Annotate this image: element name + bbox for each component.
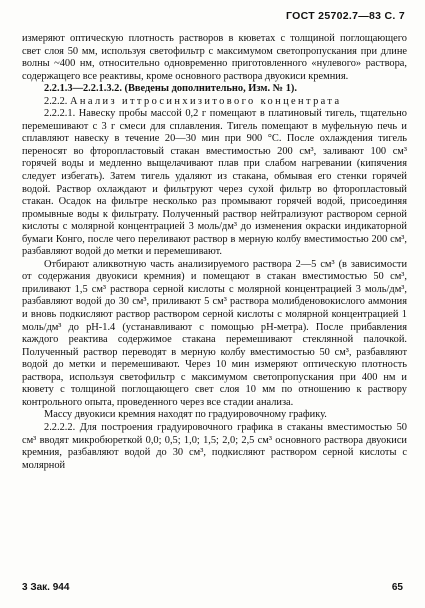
- page-header: ГОСТ 25702.7—83 С. 7: [286, 10, 405, 22]
- paragraph: измеряют оптическую плотность растворов в кюветах с толщиной поглощающего свет слоя 50 мм, используя светофильтр с максимумом светопропускания при длине волны ~400 нм, относительно одновременно приготовленного «нулевого» раствора, содержащего все реактивы, кроме основного раствора двуокиси кремния.: [22, 33, 407, 82]
- section-title: Анализ иттросинхизитового концентрата: [69, 95, 342, 107]
- paragraph: 2.2.2.1. Навеску пробы массой 0,2 г помещают в платиновый тигель, тщательно перемешивают с 3 г смеси для сплавления. Тигель помещают в муфельную печь и сплавляют навеску в течение 20—30 мин при 900 °С. После охлаждения тигель переносят во фторопластовый стакан вместимостью 200 см³, заливают 100 см³ горячей воды и медленно выщелачивают плав при слабом нагревании (кипячения следует избегать). Затем тигель удаляют из стакана, обмывая его стенки горячей водой. Раствор охлаждают и фильтруют через сухой фильтр во фторопластовый стакан. Осадок на фильтре несколько раз промывают горячей водой, присоединяя промывные воды к фильтрату. Полученный раствор нейтрализуют раствором серной кислоты с молярной концентрацией 3 моль/дм³ до изменения окраски индикаторной бумаги Конго, после чего переливают раствор в мерную колбу вместимостью 200 см³, разбавляют водой до метки и перемешивают.: [22, 108, 407, 258]
- paragraph: 2.2.2.2. Для построения градуировочного графика в стаканы вместимостью 50 см³ вводят микробюреткой 0,0; 0,5; 1,0; 1,5; 2,0; 2,5 см³ основного раствора двуокиси кремния, разбавляют водой до 30 см³, подкисляют раствором серной кислоты с молярной: [22, 421, 407, 471]
- section-number: 2.2.2.: [44, 95, 70, 107]
- footer-order-number: 3 Зак. 944: [22, 582, 70, 593]
- section-heading: [22, 96, 407, 109]
- amendment-note: 2.2.1.3—2.2.1.3.2. (Введены дополнительно, Изм. № 1).: [44, 83, 297, 95]
- paragraph: Отбирают аликвотную часть анализируемого раствора 2—5 см³ (в зависимости от содержания двуокиси кремния) и помещают в стакан вместимостью 50 см³, приливают 1,5 см³ раствора серной кислоты с молярной концентрацией 3 моль/дм³, разбавляют водой до 30 см³, приливают 5 см³ раствора молибденовокислого аммония и вновь подкисляют раствор раствором серной кислоты с молярной концентрацией 1 моль/дм³ до рН-1.4 (устанавливают с помощью рН-метра). После прибавления каждого реактива содержимое стакана перемешивают стеклянной палочкой. Полученный раствор переводят в мерную колбу вместимостью 50 см³, разбавляют водой до метки и перемешивают. Через 10 мин измеряют оптическую плотность раствора, используя светофильтр с максимумом светопропускания при 400 нм и кювету с толщиной поглощающего свет слоя 10 мм по отношению к раствору контрольного опыта, проведенного через все стадии анализа.: [22, 258, 407, 408]
- page-number: 65: [391, 582, 403, 593]
- document-body: [22, 33, 407, 472]
- paragraph: Массу двуокиси кремния находят по градуировочному графику.: [44, 409, 327, 421]
